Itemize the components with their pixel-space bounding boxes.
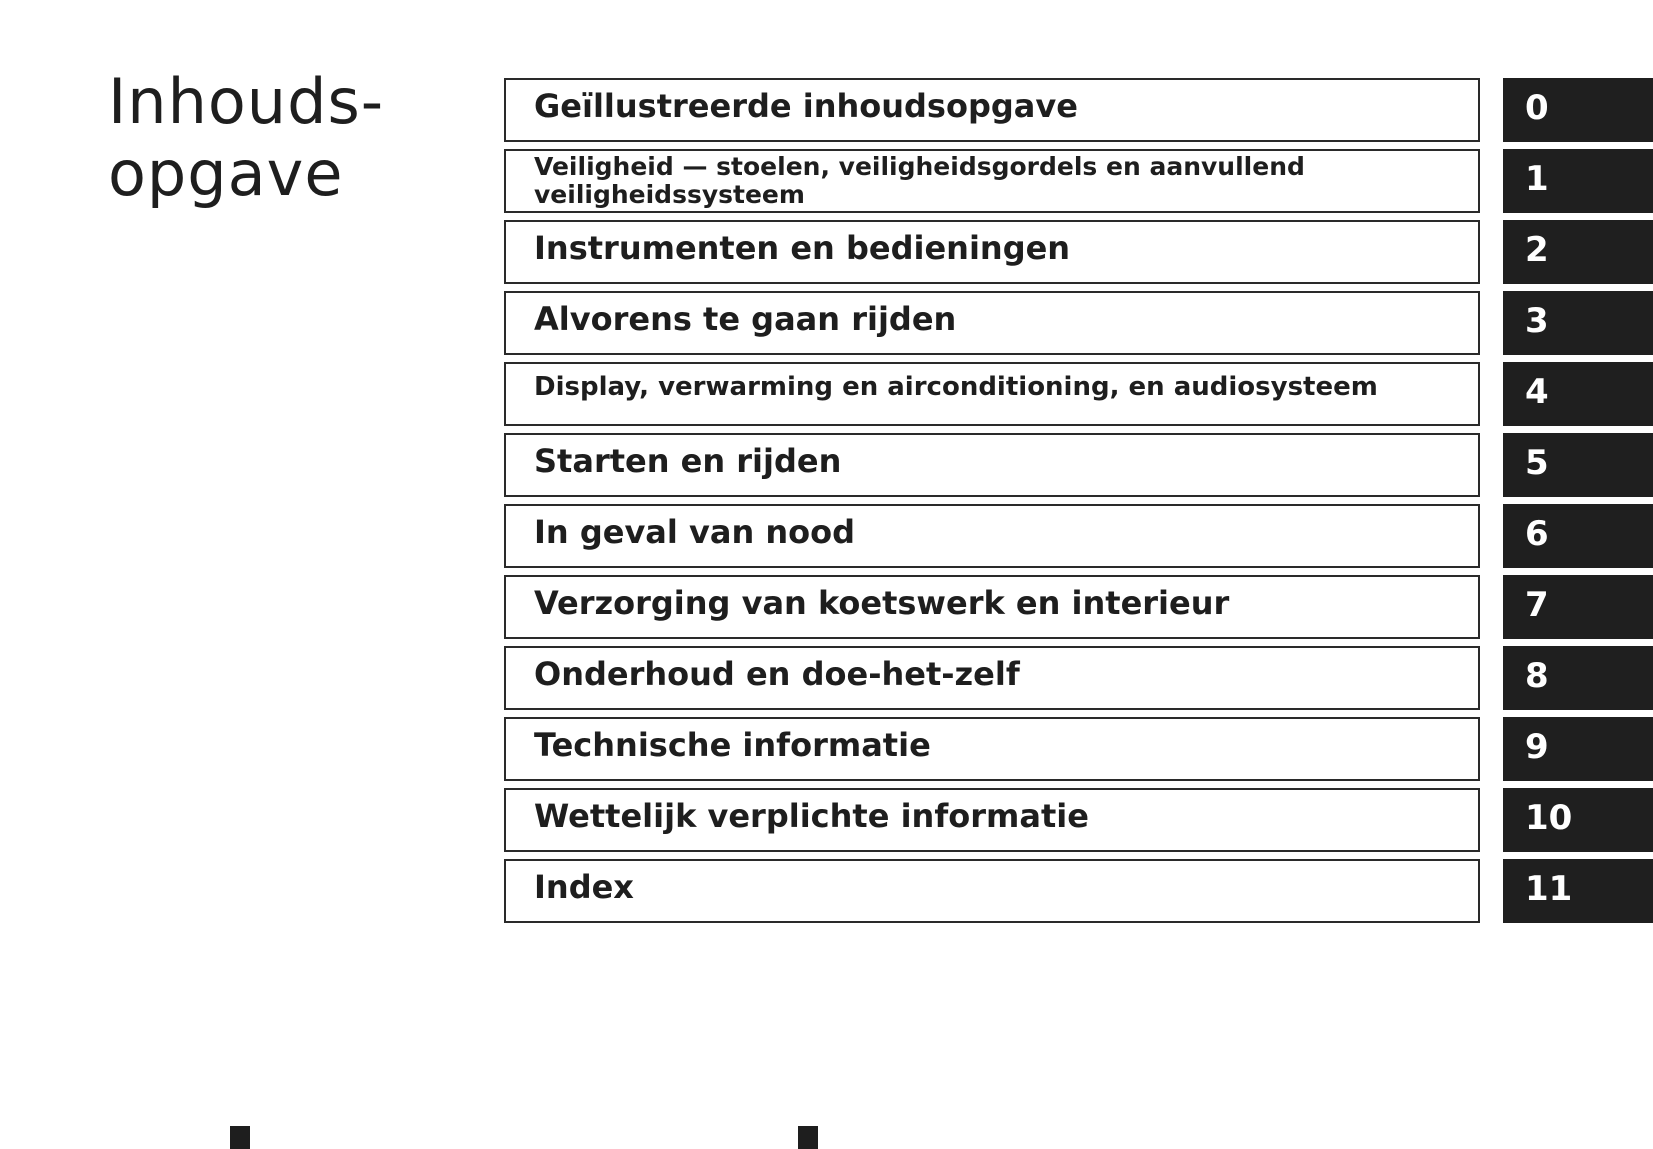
toc-row-9 — [504, 717, 1653, 781]
toc-entry-8[interactable] — [504, 646, 1480, 710]
toc-entry-6[interactable] — [504, 504, 1480, 568]
chapter-tab-11[interactable] — [1503, 859, 1653, 923]
toc-entry-label: Technische informatie — [534, 727, 931, 763]
toc-row-2 — [504, 220, 1653, 284]
chapter-tab-6[interactable] — [1503, 504, 1653, 568]
toc-row-4 — [504, 362, 1653, 426]
chapter-tab-5[interactable] — [1503, 433, 1653, 497]
toc-row-5 — [504, 433, 1653, 497]
chapter-number: 7 — [1525, 585, 1549, 625]
page-title-line-2: opgave — [108, 137, 344, 210]
toc-entry-10[interactable] — [504, 788, 1480, 852]
cropped-glyph-fragment — [230, 1126, 250, 1149]
toc-entry-7[interactable] — [504, 575, 1480, 639]
chapter-tab-8[interactable] — [1503, 646, 1653, 710]
chapter-tab-4[interactable] — [1503, 362, 1653, 426]
cropped-text-fragments — [0, 1126, 1653, 1149]
toc-entry-label: Starten en rijden — [534, 443, 842, 479]
chapter-tab-7[interactable] — [1503, 575, 1653, 639]
toc-row-1 — [504, 149, 1653, 213]
toc-entry-0[interactable] — [504, 78, 1480, 142]
chapter-number: 4 — [1525, 372, 1549, 412]
toc-entry-label: Geïllustreerde inhoudsopgave — [534, 88, 1078, 124]
chapter-tab-10[interactable] — [1503, 788, 1653, 852]
toc-entry-3[interactable] — [504, 291, 1480, 355]
toc-entry-9[interactable] — [504, 717, 1480, 781]
toc-entry-label: Verzorging van koetswerk en interieur — [534, 585, 1230, 621]
toc-entry-5[interactable] — [504, 433, 1480, 497]
toc-entry-label: Veiligheid — stoelen, veiligheidsgordels en aanvullend veiligheidssysteem — [534, 153, 1305, 209]
chapter-tab-3[interactable] — [1503, 291, 1653, 355]
toc-entry-label: Onderhoud en doe-het-zelf — [534, 656, 1020, 692]
chapter-number: 2 — [1525, 230, 1549, 270]
chapter-tab-0[interactable] — [1503, 78, 1653, 142]
toc-entry-label: Display, verwarming en airconditioning, en audiosysteem — [534, 372, 1378, 402]
chapter-number: 1 — [1525, 159, 1549, 199]
page-title — [108, 66, 468, 210]
page-title-line-1: Inhouds- — [108, 65, 385, 138]
toc-row-6 — [504, 504, 1653, 568]
toc-row-7 — [504, 575, 1653, 639]
toc-row-10 — [504, 788, 1653, 852]
chapter-number: 10 — [1525, 798, 1573, 838]
chapter-number: 5 — [1525, 443, 1549, 483]
chapter-tab-2[interactable] — [1503, 220, 1653, 284]
toc-entry-2[interactable] — [504, 220, 1480, 284]
toc-entry-1[interactable] — [504, 149, 1480, 213]
chapter-number: 3 — [1525, 301, 1549, 341]
chapter-number: 11 — [1525, 869, 1573, 909]
toc-row-0 — [504, 78, 1653, 142]
toc-row-8 — [504, 646, 1653, 710]
chapter-number: 6 — [1525, 514, 1549, 554]
toc-entry-11[interactable] — [504, 859, 1480, 923]
toc-entry-label: In geval van nood — [534, 514, 856, 550]
chapter-tab-9[interactable] — [1503, 717, 1653, 781]
chapter-number: 0 — [1525, 88, 1549, 128]
chapter-tab-1[interactable] — [1503, 149, 1653, 213]
toc-entry-label: Wettelijk verplichte informatie — [534, 798, 1089, 834]
toc-entry-label: Index — [534, 869, 634, 905]
toc-row-11 — [504, 859, 1653, 923]
toc-row-3 — [504, 291, 1653, 355]
cropped-glyph-fragment — [798, 1126, 818, 1149]
chapter-number: 8 — [1525, 656, 1549, 696]
chapter-number: 9 — [1525, 727, 1549, 767]
toc-entry-label: Instrumenten en bedieningen — [534, 230, 1071, 266]
toc-entry-4[interactable] — [504, 362, 1480, 426]
toc-entry-label: Alvorens te gaan rijden — [534, 301, 957, 337]
